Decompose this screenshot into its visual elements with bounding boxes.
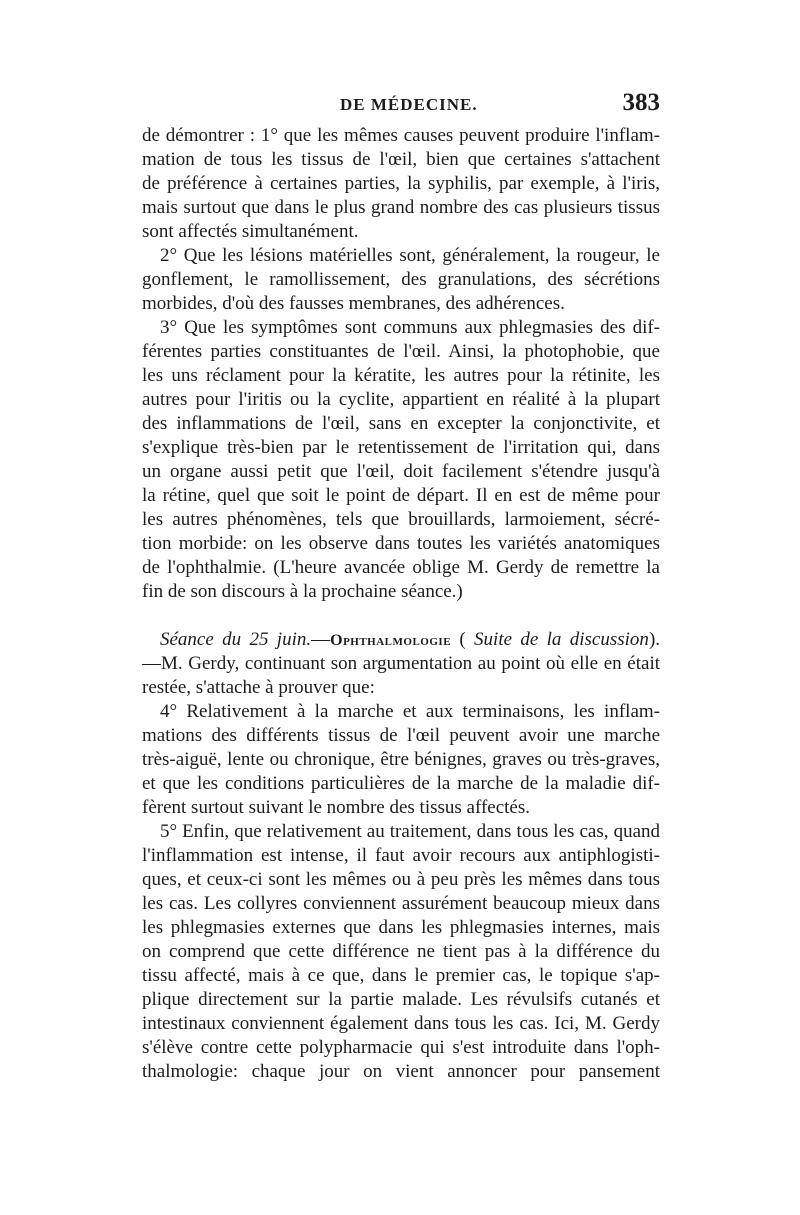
text-line: 2° Que les lésions matérielles sont, généralement, la rougeur, le bbox=[160, 245, 660, 266]
text-line: un organe aussi petit que l'œil, doit facilement s'étendre jusqu'à bbox=[142, 461, 660, 482]
text-line: plique directement sur la partie malade. Les révulsifs cutanés et bbox=[142, 989, 660, 1010]
text-line: 4° Relativement à la marche et aux terminaisons, les inflam- bbox=[160, 701, 660, 722]
text-column bbox=[142, 124, 660, 1084]
session-heading bbox=[142, 628, 660, 652]
text-line: morbides, d'où des fausses membranes, des adhérences. bbox=[142, 293, 565, 314]
page-number: 383 bbox=[622, 89, 660, 116]
session-subtitle: Suite de la discussion bbox=[474, 629, 649, 650]
running-head bbox=[140, 89, 660, 123]
text-line: sont affectés simultanément. bbox=[142, 221, 359, 242]
text-line: thalmologie: chaque jour on vient annoncer pour pansement bbox=[142, 1061, 660, 1082]
text-line: gonflement, le ramollissement, des granulations, des sécrétions bbox=[142, 269, 660, 290]
session-paren-close: ). bbox=[648, 629, 661, 650]
text-line: s'élève contre cette polypharmacie qui s'est introduite dans l'oph- bbox=[142, 1037, 660, 1058]
text-line: les uns réclament pour la kératite, les autres pour la rétinite, les bbox=[142, 365, 660, 386]
text-line: restée, s'attache à prouver que: bbox=[142, 677, 375, 698]
text-line: intestinaux conviennent également dans tous les cas. Ici, M. Gerdy bbox=[142, 1013, 660, 1034]
text-line: 5° Enfin, que relativement au traitement, dans tous les cas, quand bbox=[160, 821, 660, 842]
text-line: autres pour l'iritis ou la cyclite, appartient en réalité à la plupart bbox=[142, 389, 660, 410]
text-line: 3° Que les symptômes sont communs aux phlegmasies des dif- bbox=[160, 317, 660, 338]
text-line: l'inflammation est intense, il faut avoir recours aux antiphlogisti- bbox=[142, 845, 660, 866]
text-line: des inflammations de l'œil, sans en excepter la conjonctivite, et bbox=[142, 413, 660, 434]
text-line: mations des différents tissus de l'œil peuvent avoir une marche bbox=[142, 725, 660, 746]
text-line: et que les conditions particulières de la marche de la maladie dif- bbox=[142, 773, 660, 794]
session-date: Séance du 25 juin. bbox=[160, 629, 312, 650]
section-gap bbox=[142, 604, 660, 628]
text-line: s'explique très-bien par le retentissement de l'irritation qui, dans bbox=[142, 437, 660, 458]
text-line: tissu affecté, mais à ce que, dans le premier cas, le topique s'ap- bbox=[142, 965, 660, 986]
session-dash: — bbox=[311, 629, 331, 650]
text-line: férentes parties constituantes de l'œil. Ainsi, la photophobie, que bbox=[142, 341, 660, 362]
text-line: la rétine, quel que soit le point de départ. Il en est de même pour bbox=[142, 485, 660, 506]
session-paren-open: ( bbox=[459, 629, 475, 650]
session-subject: Ophthalmologie bbox=[330, 632, 452, 649]
text-line: les cas. Les collyres conviennent assurément beaucoup mieux dans bbox=[142, 893, 660, 914]
text-line: les phlegmasies externes que dans les phlegmasies internes, mais bbox=[142, 917, 660, 938]
text-line: de démontrer : 1° que les mêmes causes peuvent produire l'inflam- bbox=[142, 125, 660, 146]
text-line: ques, et ceux-ci sont les mêmes ou à peu près les mêmes dans tous bbox=[142, 869, 660, 890]
text-line: fin de son discours à la prochaine séance.) bbox=[142, 581, 463, 602]
text-line: tion morbide: on les observe dans toutes les variétés anatomiques bbox=[142, 533, 660, 554]
running-title: DE MÉDECINE. bbox=[340, 95, 478, 114]
text-line: très-aiguë, lente ou chronique, être bénignes, graves ou très-graves, bbox=[142, 749, 660, 770]
text-line: on comprend que cette différence ne tient pas à la différence du bbox=[142, 941, 660, 962]
text-line: fèrent surtout suivant le nombre des tissus affectés. bbox=[142, 797, 530, 818]
text-line: mais surtout que dans le plus grand nombre des cas plusieurs tissus bbox=[142, 197, 660, 218]
text-line: de préférence à certaines parties, la syphilis, par exemple, à l'iris, bbox=[142, 173, 660, 194]
text-line: de l'ophthalmie. (L'heure avancée oblige M. Gerdy de remettre la bbox=[142, 557, 660, 578]
text-line: —M. Gerdy, continuant son argumentation au point où elle en était bbox=[142, 653, 660, 674]
text-line: les autres phénomènes, tels que brouillards, larmoiement, sécré- bbox=[142, 509, 660, 530]
text-line: mation de tous les tissus de l'œil, bien que certaines s'attachent bbox=[142, 149, 660, 170]
